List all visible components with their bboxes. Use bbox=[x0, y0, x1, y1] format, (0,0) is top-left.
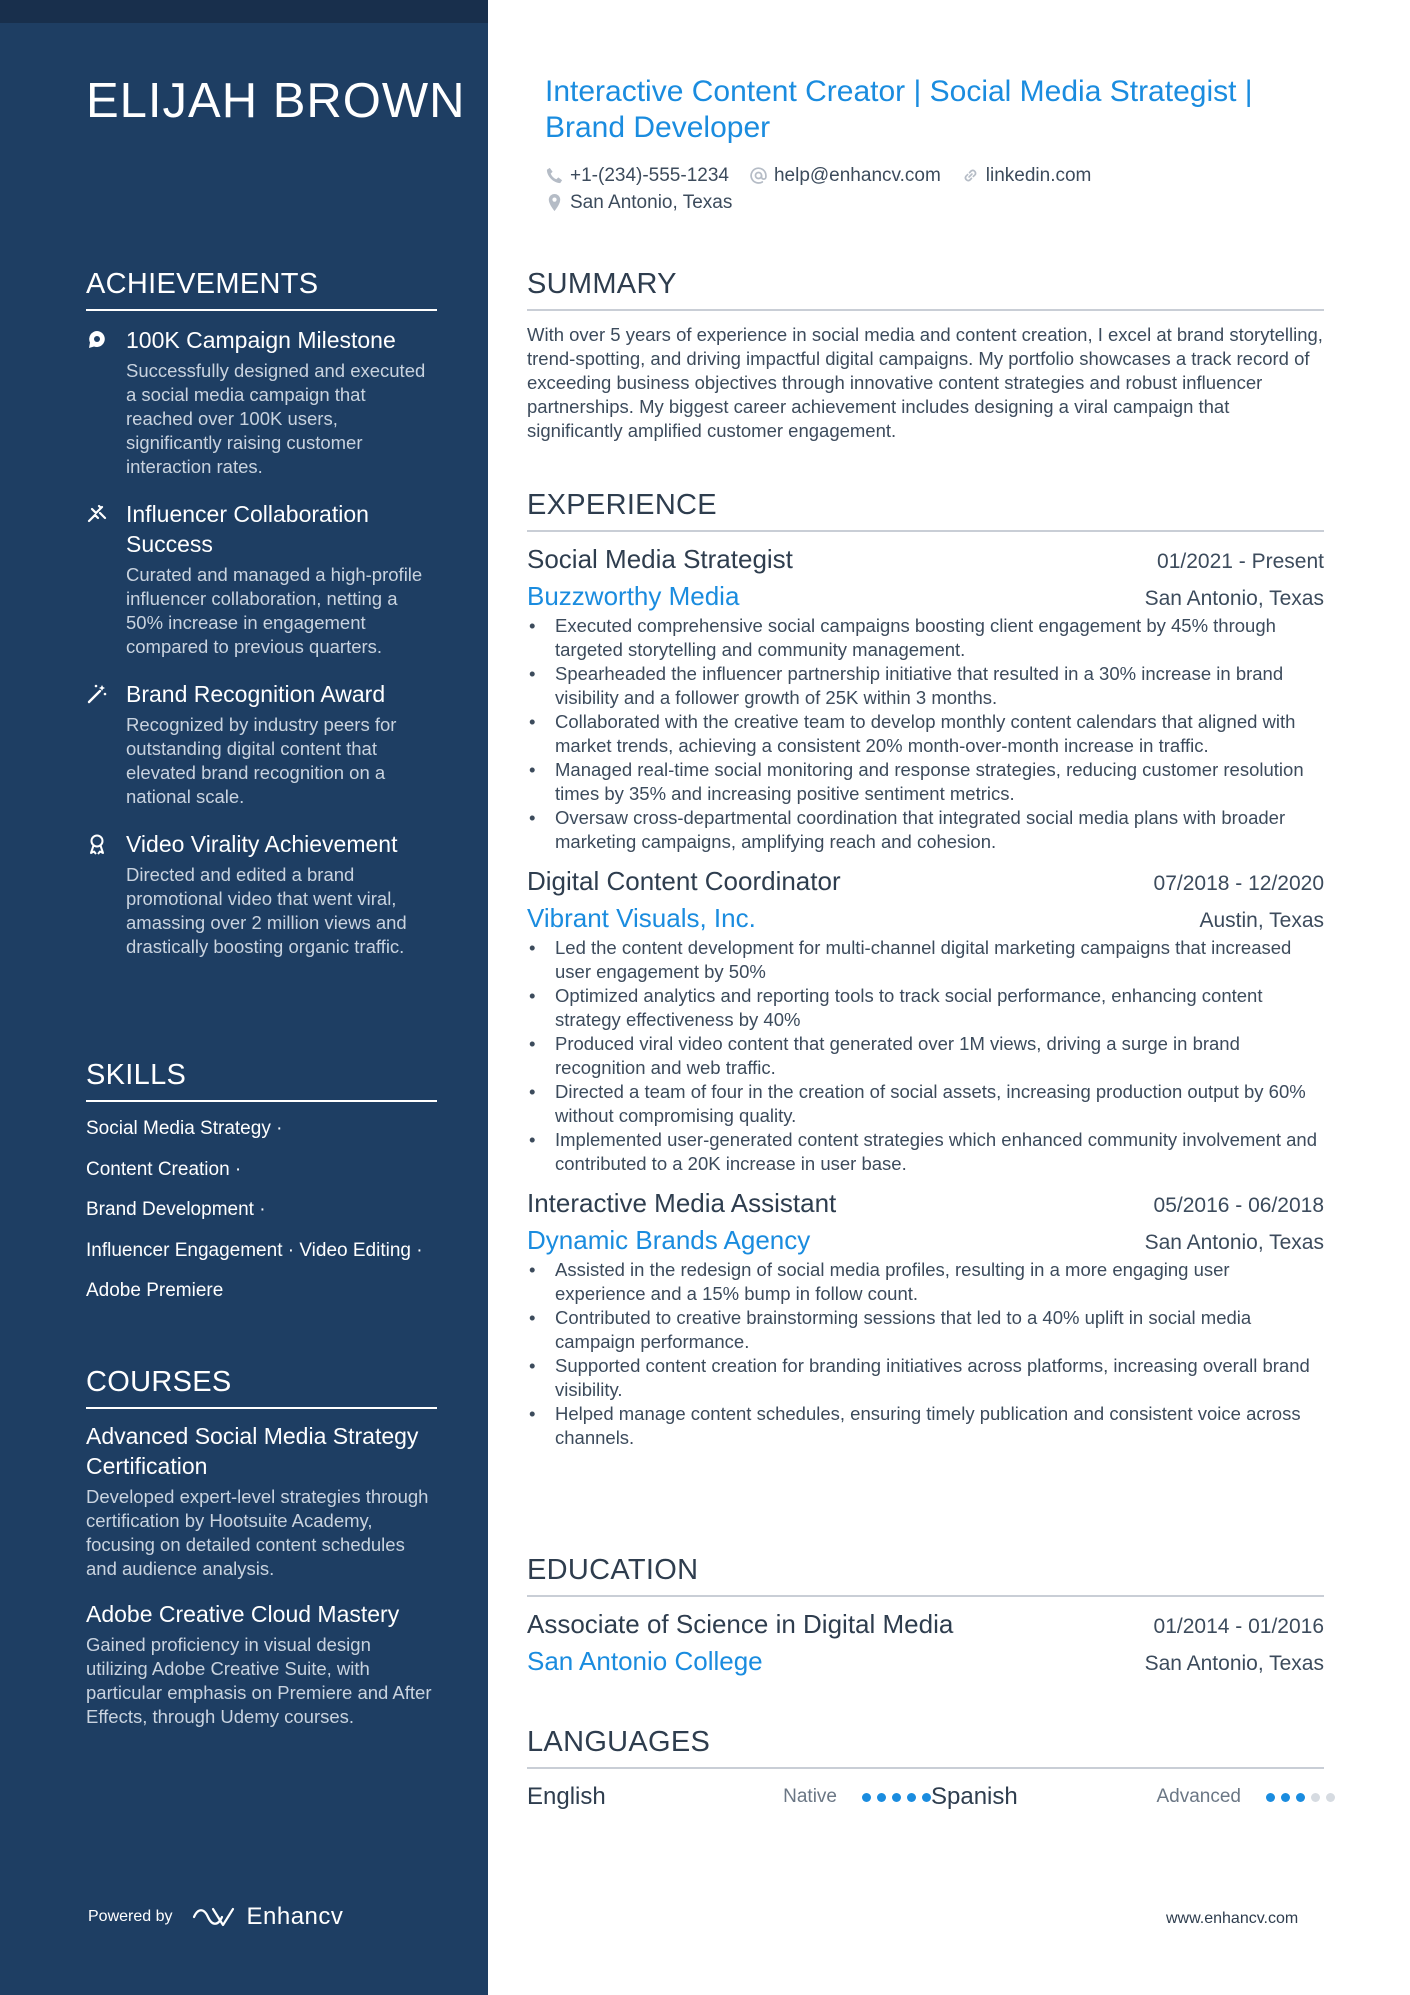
location-text: San Antonio, Texas bbox=[570, 191, 733, 213]
job-title: Social Media Strategist bbox=[527, 544, 793, 574]
bullet-item: • Managed real-time social monitoring and response strategies, reducing customer resolution times by 35% and increasing positive sentiment metrics. bbox=[527, 758, 1324, 806]
rating-dot-filled bbox=[1281, 1793, 1290, 1802]
language-rating bbox=[1266, 1793, 1335, 1802]
rating-dot-filled bbox=[907, 1793, 916, 1802]
course-desc: Developed expert-level strategies through certification by Hootsuite Academy, focusing on detailed content schedules and audience analysis. bbox=[86, 1486, 429, 1579]
achievement-item bbox=[86, 679, 437, 809]
rating-dot-filled bbox=[877, 1793, 886, 1802]
achievement-item bbox=[86, 499, 437, 659]
linkedin-text: linkedin.com bbox=[985, 164, 1092, 186]
skill-item: Content Creation · bbox=[86, 1158, 242, 1180]
email-text: help@enhancv.com bbox=[773, 164, 941, 186]
job-entry bbox=[527, 866, 1324, 1176]
job-dates: 07/2018 - 12/2020 bbox=[1153, 872, 1324, 895]
job-bullets bbox=[527, 614, 1324, 854]
sidebar-top-strip bbox=[0, 0, 488, 23]
education-entry bbox=[527, 1609, 1324, 1677]
magic-wand-icon bbox=[86, 683, 108, 705]
job-entry bbox=[527, 544, 1324, 854]
bullet-item: • Supported content creation for branding initiatives across platforms, increasing overall brand visibility. bbox=[527, 1354, 1324, 1402]
language-name: English bbox=[527, 1783, 606, 1810]
bullet-item: • Directed a team of four in the creation of social assets, increasing production output by 60% without compromising quality. bbox=[527, 1080, 1324, 1128]
summary-section bbox=[527, 268, 1324, 443]
language-item bbox=[931, 1783, 1335, 1811]
course-title: Adobe Creative Cloud Mastery bbox=[86, 1601, 400, 1627]
achievement-title: Video Virality Achievement bbox=[126, 831, 398, 857]
courses-section bbox=[86, 1366, 437, 1747]
achievement-desc: Directed and edited a brand promotional video that went viral, amassing over 2 million views and drastically boosting organic traffic. bbox=[126, 864, 407, 957]
job-location: San Antonio, Texas bbox=[1144, 1231, 1324, 1254]
job-company: Vibrant Visuals, Inc. bbox=[527, 903, 756, 933]
job-bullets bbox=[527, 1258, 1324, 1450]
job-dates: 05/2016 - 06/2018 bbox=[1153, 1194, 1324, 1217]
rating-dot-filled bbox=[862, 1793, 871, 1802]
skill-item: Adobe Premiere bbox=[86, 1280, 224, 1301]
achievement-item bbox=[86, 829, 437, 959]
bullet-item: • Oversaw cross-departmental coordination that integrated social media plans with broader marketing campaigns, amplifying reach and cohesion. bbox=[527, 806, 1324, 854]
course-item bbox=[86, 1599, 437, 1729]
enhancv-logo-icon bbox=[191, 1905, 237, 1929]
language-item bbox=[527, 1783, 931, 1811]
at-sign-icon bbox=[749, 166, 768, 185]
bullet-item: • Contributed to creative brainstorming sessions that led to a 40% uplift in social media campaign performance. bbox=[527, 1306, 1324, 1354]
rating-dot-filled bbox=[1266, 1793, 1275, 1802]
course-desc: Gained proficiency in visual design utilizing Adobe Creative Suite, with particular emphasis on Premiere and After Effects, through Udemy courses. bbox=[86, 1634, 432, 1727]
language-rating bbox=[862, 1793, 931, 1802]
education-title: EDUCATION bbox=[527, 1554, 1324, 1597]
job-title: Digital Content Coordinator bbox=[527, 866, 841, 896]
contact-email[interactable] bbox=[749, 165, 941, 187]
rating-dot-filled bbox=[892, 1793, 901, 1802]
rating-dot-empty bbox=[1326, 1793, 1335, 1802]
languages-list bbox=[527, 1783, 1324, 1811]
phone-text: +1-(234)-555-1234 bbox=[570, 164, 729, 186]
skills-title: SKILLS bbox=[86, 1059, 437, 1102]
achievement-desc: Recognized by industry peers for outstanding digital content that elevated brand recognition on a national scale. bbox=[126, 714, 397, 807]
rating-dot-filled bbox=[922, 1793, 931, 1802]
location-pin-icon bbox=[545, 193, 564, 212]
bullet-item: • Implemented user-generated content strategies which enhanced community involvement and contributed to a 20K increase in user base. bbox=[527, 1128, 1324, 1176]
course-title: Advanced Social Media Strategy Certification bbox=[86, 1423, 419, 1479]
education-section bbox=[527, 1554, 1324, 1677]
degree-title: Associate of Science in Digital Media bbox=[527, 1609, 954, 1639]
achievement-item bbox=[86, 325, 437, 479]
achievement-title: Brand Recognition Award bbox=[126, 681, 386, 707]
bullet-item: • Spearheaded the influencer partnership initiative that resulted in a 30% increase in brand visibility and a follower growth of 25K within 3 months. bbox=[527, 662, 1324, 710]
sidebar bbox=[0, 0, 488, 1995]
language-name: Spanish bbox=[931, 1783, 1018, 1810]
achievements-title: ACHIEVEMENTS bbox=[86, 268, 437, 311]
bullet-item: • Optimized analytics and reporting tools to track social performance, enhancing content strategy effectiveness by 40% bbox=[527, 984, 1324, 1032]
contact-info bbox=[545, 162, 1325, 216]
enhancv-brand-name: Enhancv bbox=[246, 1903, 344, 1930]
link-icon bbox=[961, 166, 980, 185]
achievements-section bbox=[86, 268, 437, 979]
summary-title: SUMMARY bbox=[527, 268, 1324, 311]
bullet-item: • Led the content development for multi-channel digital marketing campaigns that increased user engagement by 50% bbox=[527, 936, 1324, 984]
skills-list bbox=[86, 1116, 437, 1304]
bullet-item: • Assisted in the redesign of social media profiles, resulting in a more engaging user experience and a 15% bump in follow count. bbox=[527, 1258, 1324, 1306]
handshake-icon bbox=[86, 503, 108, 525]
contact-location bbox=[545, 192, 732, 214]
language-level: Native bbox=[783, 1786, 837, 1807]
contact-phone[interactable] bbox=[545, 165, 729, 187]
skill-item: Social Media Strategy · bbox=[86, 1118, 283, 1139]
bullet-item: • Collaborated with the creative team to develop monthly content calendars that aligned with market trends, achieving a consistent 20% month-over-month increase in traffic. bbox=[527, 710, 1324, 758]
powered-by bbox=[88, 1903, 343, 1931]
language-level: Advanced bbox=[1156, 1786, 1241, 1807]
job-company: Buzzworthy Media bbox=[527, 581, 740, 611]
bullet-item: • Helped manage content schedules, ensuring timely publication and consistent voice across channels. bbox=[527, 1402, 1324, 1450]
headline: Interactive Content Creator | Social Media Strategist | Brand Developer bbox=[545, 75, 1253, 144]
achievement-desc: Successfully designed and executed a social media campaign that reached over 100K users, significantly raising customer interaction rates. bbox=[126, 360, 426, 477]
skill-item: Influencer Engagement · Video Editing · bbox=[86, 1239, 423, 1261]
experience-title: EXPERIENCE bbox=[527, 489, 1324, 532]
education-dates: 01/2014 - 01/2016 bbox=[1153, 1615, 1324, 1638]
job-bullets bbox=[527, 936, 1324, 1176]
job-dates: 01/2021 - Present bbox=[1157, 550, 1324, 573]
school-location: San Antonio, Texas bbox=[1144, 1652, 1324, 1675]
languages-title: LANGUAGES bbox=[527, 1726, 1324, 1769]
courses-title: COURSES bbox=[86, 1366, 437, 1409]
contact-linkedin[interactable] bbox=[961, 165, 1092, 187]
skill-item: Brand Development · bbox=[86, 1199, 266, 1220]
bullet-item: • Produced viral video content that generated over 1M views, driving a surge in brand recognition and web traffic. bbox=[527, 1032, 1324, 1080]
campaign-icon bbox=[86, 329, 108, 351]
job-company: Dynamic Brands Agency bbox=[527, 1225, 811, 1255]
phone-icon bbox=[545, 166, 564, 185]
candidate-name: ELIJAH BROWN bbox=[86, 74, 466, 128]
languages-section bbox=[527, 1726, 1324, 1811]
rating-dot-filled bbox=[1296, 1793, 1305, 1802]
bullet-item: • Executed comprehensive social campaigns boosting client engagement by 45% through targeted storytelling and community management. bbox=[527, 614, 1324, 662]
achievement-title: Influencer Collaboration Success bbox=[126, 501, 369, 557]
school-name: San Antonio College bbox=[527, 1646, 763, 1676]
job-entry bbox=[527, 1188, 1324, 1450]
experience-section bbox=[527, 489, 1324, 1450]
skills-section bbox=[86, 1059, 437, 1319]
rating-dot-empty bbox=[1311, 1793, 1320, 1802]
award-ribbon-icon bbox=[86, 833, 108, 855]
achievement-title: 100K Campaign Milestone bbox=[126, 327, 396, 353]
powered-by-label: Powered by bbox=[88, 1908, 173, 1925]
job-location: Austin, Texas bbox=[1199, 909, 1324, 932]
enhancv-logo[interactable] bbox=[191, 1903, 344, 1931]
footer-url[interactable]: www.enhancv.com bbox=[1166, 1910, 1299, 1927]
summary-text: With over 5 years of experience in social media and content creation, I excel at brand storytelling, trend-spotting, and driving impactful digital campaigns. My portfolio showcases a track record of exceeding business objectives through innovative content strategies and robust influencer partnerships. My biggest career achievement includes designing a viral campaign that significantly amplified customer engagement. bbox=[527, 324, 1323, 441]
job-title: Interactive Media Assistant bbox=[527, 1188, 837, 1218]
job-location: San Antonio, Texas bbox=[1144, 587, 1324, 610]
course-item bbox=[86, 1421, 437, 1581]
achievement-desc: Curated and managed a high-profile influencer collaboration, netting a 50% increase in engagement compared to previous quarters. bbox=[126, 564, 423, 657]
